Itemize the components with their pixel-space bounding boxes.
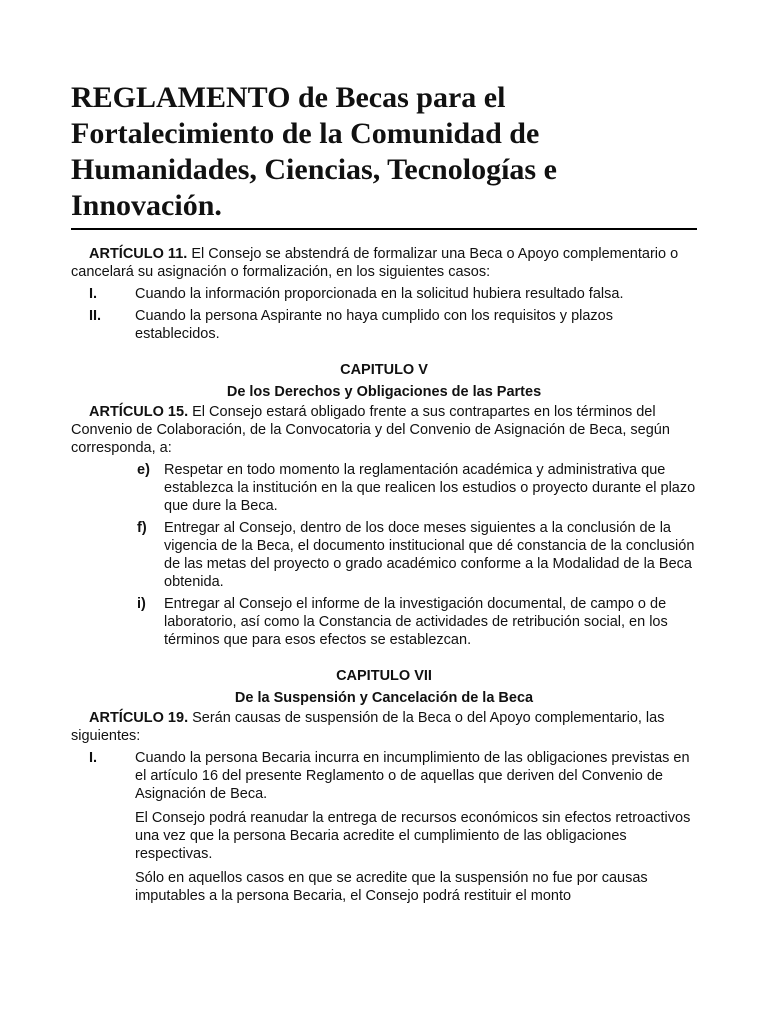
- article-11: [71, 245, 697, 281]
- list-item: [71, 285, 697, 303]
- list-item-text: Entregar al Consejo el informe de la investigación documental, de campo o de laboratorio, así como la Constancia de actividades de retribución social, en los términos que para esos efectos se establezcan.: [164, 596, 668, 648]
- document-title: REGLAMENTO de Becas para el Fortalecimiento de la Comunidad de Humanidades, Ciencias, Tecnologías e Innovación.: [71, 80, 697, 230]
- list-item-text: Respetar en todo momento la reglamentación académica y administrativa que establezca la institución en la que realicen los estudios o proyecto durante el plazo que dure la Beca.: [164, 462, 696, 514]
- list-item: [71, 307, 697, 343]
- list-marker: f): [137, 520, 147, 536]
- chapter-subtitle: De los Derechos y Obligaciones de las Partes: [226, 384, 542, 400]
- continuation-paragraph: Sólo en aquellos casos en que se acredite que la suspensión no fue por causas imputables a la persona Becaria, el Consejo podrá restituir el monto: [135, 870, 648, 904]
- chapter-title: CAPITULO V: [340, 362, 428, 378]
- chapter-subtitle: De la Suspensión y Cancelación de la Beca: [234, 690, 534, 706]
- list-marker: e): [137, 462, 150, 478]
- list-marker: i): [137, 596, 146, 612]
- list-item-text: Cuando la persona Aspirante no haya cumplido con los requisitos y plazos establecidos.: [135, 308, 613, 342]
- list-item: [71, 461, 697, 515]
- list-item-text: Entregar al Consejo, dentro de los doce meses siguientes a la conclusión de la vigencia de la Beca, el documento institucional que dé constancia de la conclusión de las metas del proyecto o grado académico conforme a la Modalidad de la Beca obtenida.: [164, 520, 695, 590]
- chapter-title: CAPITULO VII: [336, 668, 432, 684]
- continuation-paragraph: El Consejo podrá reanudar la entrega de recursos económicos sin efectos retroactivos una vez que la persona Becaria acredite el cumplimiento de las obligaciones respectivas.: [135, 810, 691, 862]
- list-marker: I.: [89, 286, 98, 302]
- article-label: ARTÍCULO 11.: [89, 246, 188, 262]
- article-label: ARTÍCULO 19.: [89, 710, 189, 726]
- list-item: [71, 519, 697, 591]
- article-15: [71, 403, 697, 457]
- list-marker: II.: [89, 308, 102, 324]
- article-text: El Consejo estará obligado frente a sus contrapartes en los términos del Convenio de Colaboración, de la Convocatoria y del Convenio de Asignación de Beca, según corresponda, a:: [71, 404, 670, 456]
- article-19: [71, 709, 697, 745]
- article-label: ARTÍCULO 15.: [89, 404, 189, 420]
- article-text: El Consejo se abstendrá de formalizar una Beca o Apoyo complementario o cancelará su asignación o formalización, en los siguientes casos:: [71, 246, 679, 280]
- article-text: Serán causas de suspensión de la Beca o del Apoyo complementario, las siguientes:: [71, 710, 665, 744]
- list-item: [71, 749, 697, 803]
- document-body: [71, 245, 697, 905]
- list-item-text: Cuando la persona Becaria incurra en incumplimiento de las obligaciones previstas en el artículo 16 del presente Reglamento o de aquellas que deriven del Convenio de Asignación de Beca.: [135, 750, 690, 802]
- list-item-text: Cuando la información proporcionada en la solicitud hubiera resultado falsa.: [135, 286, 624, 302]
- list-marker: I.: [89, 750, 98, 766]
- list-item: [71, 595, 697, 649]
